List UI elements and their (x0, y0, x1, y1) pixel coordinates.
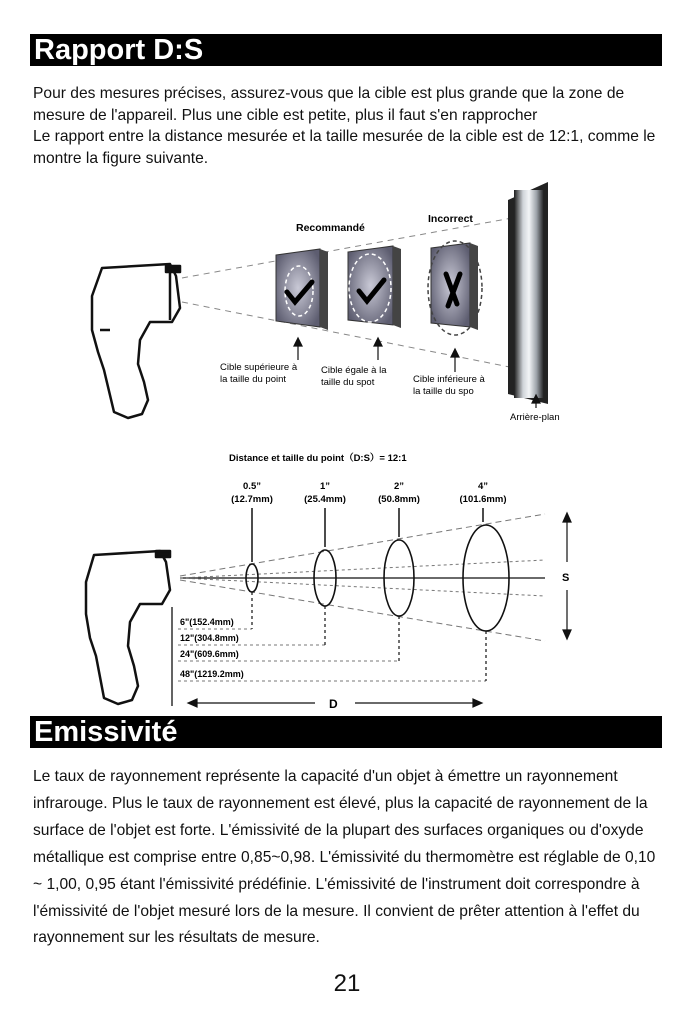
distance-label-3: 24"(609.6mm) (180, 649, 239, 659)
thermometer-icon-2 (86, 551, 170, 704)
caption-larger-line2: la taille du point (220, 374, 287, 385)
caption-equal-line1: Cible égale à la (321, 365, 387, 376)
label-d: D (329, 697, 338, 711)
emissivity-paragraph: Le taux de rayonnement représente la capacité d'un objet à émettre un rayonnement infrarouge. Plus le taux de rayonnement est élevé, plus la capacité de rayonnement de la surface de l'objet est forte. L'émissivité de la plupart des surfaces organiques ou d'oxyde métallique est comprise entre 0,85~0,98. L'émissivité du thermomètre est réglable de 0,10 ~ 1,00, 0,95 étant l'émissivité prédéfinie. L'émissivité de l'instrument doit correspondre à l'émissivité de l'objet mesuré lors de la mesure. Il convient de prêter attention à l'effet du rayonnement sur les résultats de mesure. (33, 768, 656, 947)
spot-size-inch-2: 1” (319, 481, 331, 492)
distance-label-1: 6"(152.4mm) (180, 617, 234, 627)
intro-paragraph-1: Pour des mesures précises, assurez-vous que la cible est plus grande que la zone de mesure de l'appareil. Plus une cible est petite, plus il faut s'en rapprocher (33, 85, 625, 124)
spot-size-mm-4: (101.6mm) (459, 494, 507, 505)
page-number: 21 (333, 970, 361, 997)
caption-larger-line1: Cible supérieure à (220, 362, 298, 373)
section-title-ds-ratio: Rapport D:S (30, 34, 662, 66)
distance-label-2: 12"(304.8mm) (180, 633, 239, 643)
section-title-emissivity: Emissivité (30, 716, 662, 748)
spot-size-mm-3: (50.8mm) (378, 494, 420, 505)
spot-size-mm-1: (12.7mm) (231, 494, 273, 505)
distance-label-4: 48"(1219.2mm) (180, 669, 244, 679)
spot-size-inch-1: 0.5” (243, 481, 261, 492)
spot-size-inch-4: 4” (477, 481, 489, 492)
intro-paragraph-2: Le rapport entre la distance mesurée et la taille mesurée de la cible est de 12:1, comme le montre la figure suivante. (33, 128, 656, 167)
caption-smaller-line1: Cible inférieure à (413, 374, 485, 385)
label-s: S (562, 572, 570, 584)
label-recommended: Recommandé (296, 222, 365, 234)
caption-equal-line2: taille du spot (321, 377, 375, 388)
ds-diagram-title: Distance et taille du point（D:S）= 12:1 (229, 453, 407, 464)
spot-size-inch-3: 2” (393, 481, 405, 492)
label-incorrect: Incorrect (428, 213, 473, 225)
caption-smaller-line2: la taille du spo (413, 386, 474, 397)
caption-background: Arrière-plan (510, 412, 560, 423)
spot-size-mm-2: (25.4mm) (304, 494, 346, 505)
